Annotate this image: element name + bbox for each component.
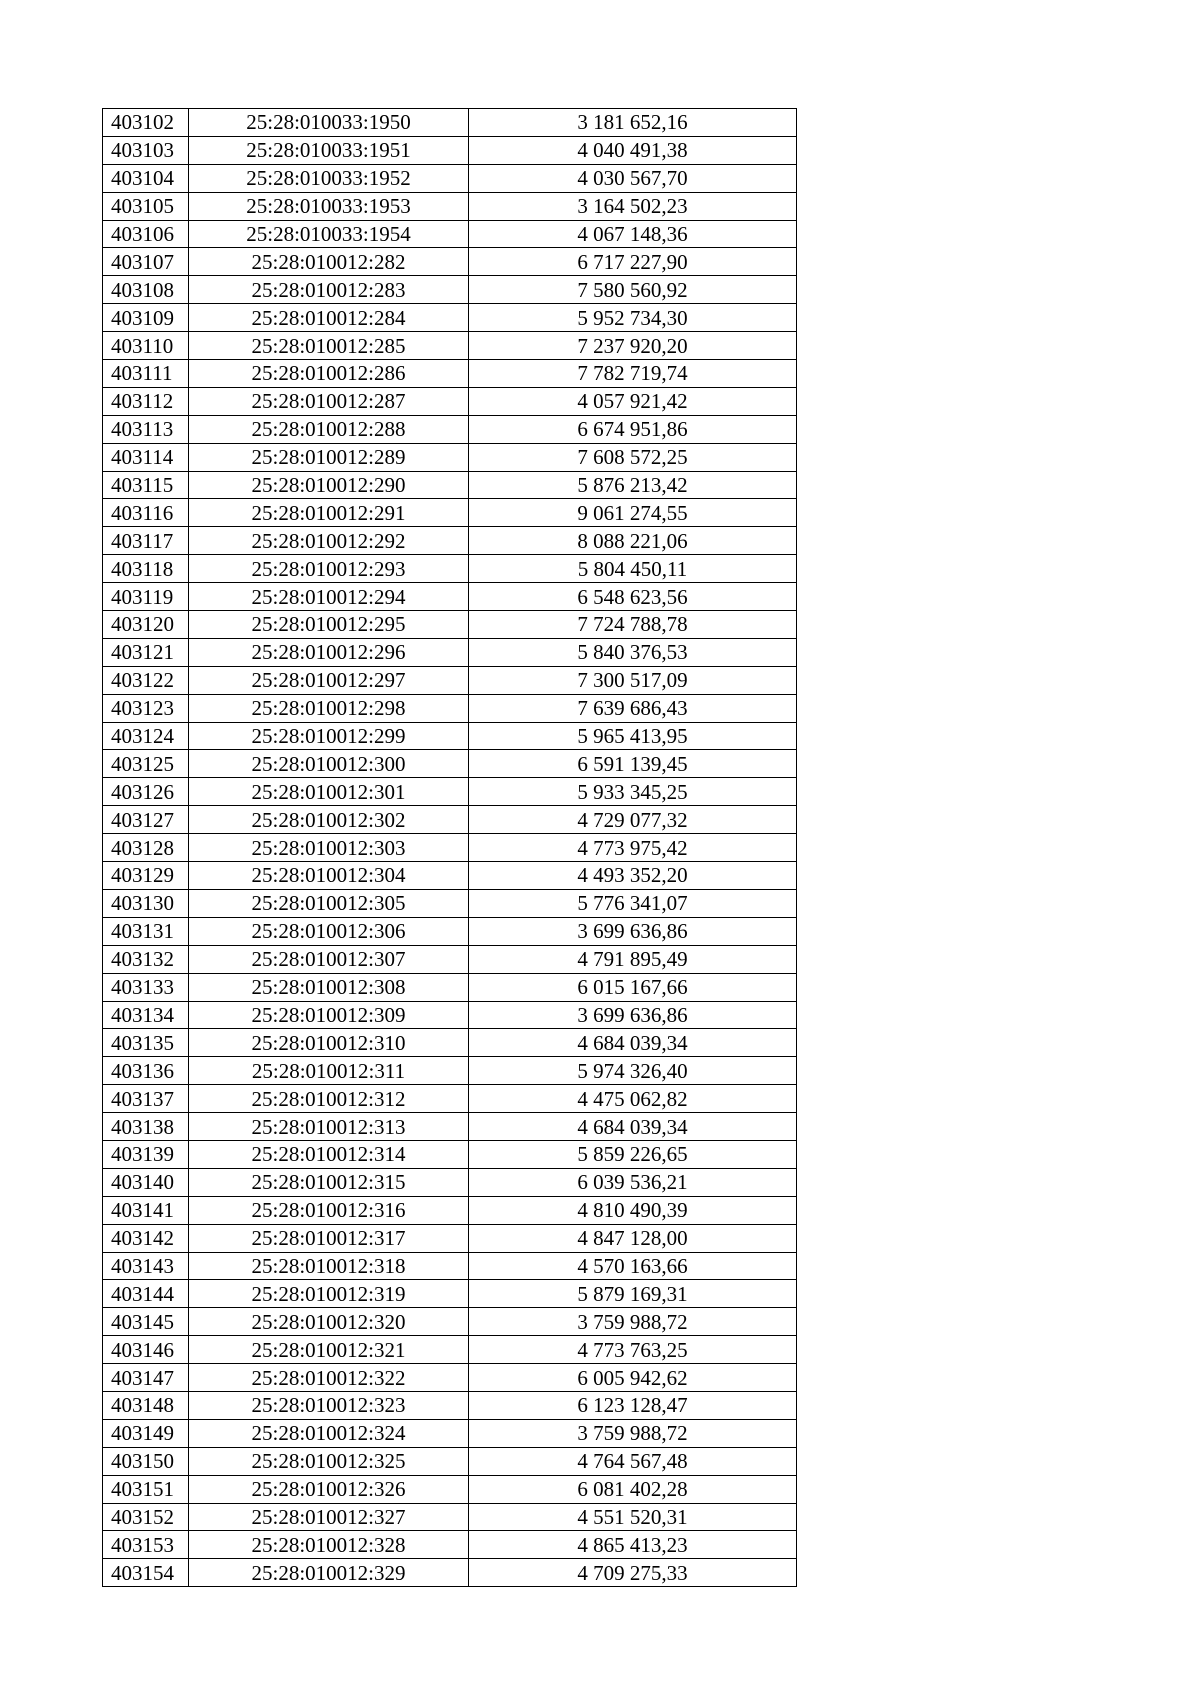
cadastral-number-cell: 25:28:010012:320 (189, 1308, 469, 1336)
table-row (103, 1057, 797, 1085)
row-number-cell: 403152 (103, 1503, 189, 1531)
cadastral-number-cell: 25:28:010012:308 (189, 973, 469, 1001)
row-number-cell: 403153 (103, 1531, 189, 1559)
value-cell: 5 859 226,65 (469, 1140, 797, 1168)
value-cell: 4 684 039,34 (469, 1113, 797, 1141)
table-row (103, 1475, 797, 1503)
table-row (103, 917, 797, 945)
row-number-cell: 403135 (103, 1029, 189, 1057)
cadastral-number-cell: 25:28:010012:318 (189, 1252, 469, 1280)
value-cell: 4 764 567,48 (469, 1447, 797, 1475)
table-row (103, 387, 797, 415)
row-number-cell: 403118 (103, 555, 189, 583)
value-cell: 7 300 517,09 (469, 666, 797, 694)
value-cell: 7 724 788,78 (469, 611, 797, 639)
table-row (103, 360, 797, 388)
table-row (103, 1559, 797, 1587)
value-cell: 3 759 988,72 (469, 1308, 797, 1336)
row-number-cell: 403131 (103, 917, 189, 945)
table-row (103, 1280, 797, 1308)
row-number-cell: 403143 (103, 1252, 189, 1280)
table-row (103, 109, 797, 137)
row-number-cell: 403115 (103, 471, 189, 499)
table-row (103, 611, 797, 639)
row-number-cell: 403136 (103, 1057, 189, 1085)
table-row (103, 945, 797, 973)
row-number-cell: 403150 (103, 1447, 189, 1475)
row-number-cell: 403122 (103, 666, 189, 694)
row-number-cell: 403114 (103, 443, 189, 471)
value-cell: 5 933 345,25 (469, 778, 797, 806)
row-number-cell: 403140 (103, 1168, 189, 1196)
row-number-cell: 403126 (103, 778, 189, 806)
row-number-cell: 403107 (103, 248, 189, 276)
cadastral-number-cell: 25:28:010012:292 (189, 527, 469, 555)
cadastral-number-cell: 25:28:010012:300 (189, 750, 469, 778)
value-cell: 5 876 213,42 (469, 471, 797, 499)
table-row (103, 527, 797, 555)
row-number-cell: 403117 (103, 527, 189, 555)
cadastral-number-cell: 25:28:010012:306 (189, 917, 469, 945)
table-row (103, 1224, 797, 1252)
table-row (103, 638, 797, 666)
cadastral-number-cell: 25:28:010012:283 (189, 276, 469, 304)
table-row (103, 1391, 797, 1419)
row-number-cell: 403141 (103, 1196, 189, 1224)
row-number-cell: 403148 (103, 1391, 189, 1419)
table-row (103, 276, 797, 304)
value-cell: 6 081 402,28 (469, 1475, 797, 1503)
value-cell: 4 709 275,33 (469, 1559, 797, 1587)
row-number-cell: 403151 (103, 1475, 189, 1503)
cadastral-number-cell: 25:28:010012:325 (189, 1447, 469, 1475)
row-number-cell: 403106 (103, 220, 189, 248)
row-number-cell: 403133 (103, 973, 189, 1001)
table-row (103, 1336, 797, 1364)
table-row (103, 722, 797, 750)
cadastral-number-cell: 25:28:010012:287 (189, 387, 469, 415)
value-cell: 4 057 921,42 (469, 387, 797, 415)
row-number-cell: 403104 (103, 164, 189, 192)
table-row (103, 750, 797, 778)
cadastral-number-cell: 25:28:010012:284 (189, 304, 469, 332)
table-row (103, 220, 797, 248)
cadastral-number-cell: 25:28:010033:1953 (189, 192, 469, 220)
cadastral-number-cell: 25:28:010012:326 (189, 1475, 469, 1503)
cadastral-number-cell: 25:28:010012:305 (189, 889, 469, 917)
table-body (103, 109, 797, 1587)
cadastral-number-cell: 25:28:010012:307 (189, 945, 469, 973)
row-number-cell: 403146 (103, 1336, 189, 1364)
value-cell: 4 570 163,66 (469, 1252, 797, 1280)
cadastral-number-cell: 25:28:010012:299 (189, 722, 469, 750)
table-row (103, 443, 797, 471)
cadastral-number-cell: 25:28:010012:304 (189, 862, 469, 890)
table-row (103, 1140, 797, 1168)
row-number-cell: 403105 (103, 192, 189, 220)
value-cell: 5 776 341,07 (469, 889, 797, 917)
table-row (103, 834, 797, 862)
value-cell: 3 164 502,23 (469, 192, 797, 220)
value-cell: 9 061 274,55 (469, 499, 797, 527)
table-row (103, 499, 797, 527)
value-cell: 4 773 763,25 (469, 1336, 797, 1364)
value-cell: 4 865 413,23 (469, 1531, 797, 1559)
cadastral-number-cell: 25:28:010012:324 (189, 1419, 469, 1447)
cadastral-number-cell: 25:28:010012:297 (189, 666, 469, 694)
cadastral-number-cell: 25:28:010033:1951 (189, 136, 469, 164)
row-number-cell: 403147 (103, 1364, 189, 1392)
table-row (103, 1364, 797, 1392)
value-cell: 6 123 128,47 (469, 1391, 797, 1419)
cadastral-number-cell: 25:28:010012:293 (189, 555, 469, 583)
table-row (103, 1531, 797, 1559)
cadastral-number-cell: 25:28:010033:1952 (189, 164, 469, 192)
row-number-cell: 403144 (103, 1280, 189, 1308)
cadastral-number-cell: 25:28:010012:288 (189, 415, 469, 443)
value-cell: 4 810 490,39 (469, 1196, 797, 1224)
table-row (103, 248, 797, 276)
cadastral-number-cell: 25:28:010012:301 (189, 778, 469, 806)
row-number-cell: 403103 (103, 136, 189, 164)
value-cell: 5 804 450,11 (469, 555, 797, 583)
cadastral-number-cell: 25:28:010012:329 (189, 1559, 469, 1587)
table-row (103, 1001, 797, 1029)
value-cell: 4 684 039,34 (469, 1029, 797, 1057)
table-row (103, 471, 797, 499)
table-row (103, 1113, 797, 1141)
cadastral-number-cell: 25:28:010033:1950 (189, 109, 469, 137)
cadastral-number-cell: 25:28:010012:296 (189, 638, 469, 666)
value-cell: 3 759 988,72 (469, 1419, 797, 1447)
value-cell: 3 699 636,86 (469, 1001, 797, 1029)
row-number-cell: 403154 (103, 1559, 189, 1587)
value-cell: 6 039 536,21 (469, 1168, 797, 1196)
row-number-cell: 403125 (103, 750, 189, 778)
value-cell: 4 773 975,42 (469, 834, 797, 862)
value-cell: 4 475 062,82 (469, 1085, 797, 1113)
cadastral-number-cell: 25:28:010012:315 (189, 1168, 469, 1196)
row-number-cell: 403121 (103, 638, 189, 666)
value-cell: 5 974 326,40 (469, 1057, 797, 1085)
table-row (103, 1308, 797, 1336)
row-number-cell: 403116 (103, 499, 189, 527)
value-cell: 7 608 572,25 (469, 443, 797, 471)
cadastral-number-cell: 25:28:010012:319 (189, 1280, 469, 1308)
row-number-cell: 403111 (103, 360, 189, 388)
value-cell: 4 729 077,32 (469, 806, 797, 834)
value-cell: 4 067 148,36 (469, 220, 797, 248)
table-row (103, 332, 797, 360)
cadastral-number-cell: 25:28:010033:1954 (189, 220, 469, 248)
cadastral-number-cell: 25:28:010012:282 (189, 248, 469, 276)
cadastral-number-cell: 25:28:010012:289 (189, 443, 469, 471)
table-row (103, 1085, 797, 1113)
value-cell: 7 782 719,74 (469, 360, 797, 388)
value-cell: 7 237 920,20 (469, 332, 797, 360)
value-cell: 7 639 686,43 (469, 694, 797, 722)
cadastral-number-cell: 25:28:010012:294 (189, 583, 469, 611)
table-row (103, 666, 797, 694)
row-number-cell: 403142 (103, 1224, 189, 1252)
cadastral-number-cell: 25:28:010012:327 (189, 1503, 469, 1531)
table-row (103, 862, 797, 890)
row-number-cell: 403137 (103, 1085, 189, 1113)
value-cell: 7 580 560,92 (469, 276, 797, 304)
cadastral-number-cell: 25:28:010012:290 (189, 471, 469, 499)
cadastral-number-cell: 25:28:010012:314 (189, 1140, 469, 1168)
value-cell: 4 030 567,70 (469, 164, 797, 192)
cadastral-number-cell: 25:28:010012:316 (189, 1196, 469, 1224)
cadastral-number-cell: 25:28:010012:328 (189, 1531, 469, 1559)
table-row (103, 1029, 797, 1057)
value-cell: 4 551 520,31 (469, 1503, 797, 1531)
table-row (103, 136, 797, 164)
cadastral-number-cell: 25:28:010012:317 (189, 1224, 469, 1252)
table-row (103, 192, 797, 220)
cadastral-number-cell: 25:28:010012:310 (189, 1029, 469, 1057)
row-number-cell: 403123 (103, 694, 189, 722)
table-row (103, 778, 797, 806)
table-row (103, 1419, 797, 1447)
row-number-cell: 403130 (103, 889, 189, 917)
table-row (103, 555, 797, 583)
cadastral-number-cell: 25:28:010012:312 (189, 1085, 469, 1113)
cadastral-number-cell: 25:28:010012:295 (189, 611, 469, 639)
row-number-cell: 403112 (103, 387, 189, 415)
value-cell: 6 717 227,90 (469, 248, 797, 276)
table-row (103, 1447, 797, 1475)
cadastral-number-cell: 25:28:010012:286 (189, 360, 469, 388)
row-number-cell: 403129 (103, 862, 189, 890)
table-row (103, 304, 797, 332)
row-number-cell: 403127 (103, 806, 189, 834)
row-number-cell: 403128 (103, 834, 189, 862)
row-number-cell: 403132 (103, 945, 189, 973)
table-row (103, 889, 797, 917)
table-row (103, 164, 797, 192)
cadastral-number-cell: 25:28:010012:309 (189, 1001, 469, 1029)
row-number-cell: 403139 (103, 1140, 189, 1168)
cadastral-number-cell: 25:28:010012:285 (189, 332, 469, 360)
value-cell: 6 015 167,66 (469, 973, 797, 1001)
cadastral-number-cell: 25:28:010012:303 (189, 834, 469, 862)
cadastral-value-table (102, 108, 797, 1587)
table-row (103, 583, 797, 611)
value-cell: 3 181 652,16 (469, 109, 797, 137)
row-number-cell: 403110 (103, 332, 189, 360)
table-row (103, 973, 797, 1001)
value-cell: 4 847 128,00 (469, 1224, 797, 1252)
table-row (103, 415, 797, 443)
row-number-cell: 403124 (103, 722, 189, 750)
value-cell: 5 840 376,53 (469, 638, 797, 666)
cadastral-number-cell: 25:28:010012:322 (189, 1364, 469, 1392)
row-number-cell: 403134 (103, 1001, 189, 1029)
cadastral-number-cell: 25:28:010012:291 (189, 499, 469, 527)
value-cell: 6 548 623,56 (469, 583, 797, 611)
cadastral-number-cell: 25:28:010012:313 (189, 1113, 469, 1141)
cadastral-number-cell: 25:28:010012:323 (189, 1391, 469, 1419)
table-row (103, 1503, 797, 1531)
table-row (103, 1252, 797, 1280)
cadastral-number-cell: 25:28:010012:321 (189, 1336, 469, 1364)
row-number-cell: 403120 (103, 611, 189, 639)
cadastral-number-cell: 25:28:010012:298 (189, 694, 469, 722)
value-cell: 4 040 491,38 (469, 136, 797, 164)
row-number-cell: 403119 (103, 583, 189, 611)
value-cell: 5 952 734,30 (469, 304, 797, 332)
row-number-cell: 403138 (103, 1113, 189, 1141)
table-row (103, 1168, 797, 1196)
value-cell: 8 088 221,06 (469, 527, 797, 555)
value-cell: 6 674 951,86 (469, 415, 797, 443)
value-cell: 6 591 139,45 (469, 750, 797, 778)
row-number-cell: 403108 (103, 276, 189, 304)
row-number-cell: 403145 (103, 1308, 189, 1336)
value-cell: 4 791 895,49 (469, 945, 797, 973)
value-cell: 6 005 942,62 (469, 1364, 797, 1392)
table-row (103, 806, 797, 834)
value-cell: 5 879 169,31 (469, 1280, 797, 1308)
value-cell: 5 965 413,95 (469, 722, 797, 750)
row-number-cell: 403113 (103, 415, 189, 443)
table-row (103, 694, 797, 722)
value-cell: 3 699 636,86 (469, 917, 797, 945)
row-number-cell: 403109 (103, 304, 189, 332)
cadastral-number-cell: 25:28:010012:302 (189, 806, 469, 834)
row-number-cell: 403149 (103, 1419, 189, 1447)
row-number-cell: 403102 (103, 109, 189, 137)
cadastral-number-cell: 25:28:010012:311 (189, 1057, 469, 1085)
value-cell: 4 493 352,20 (469, 862, 797, 890)
table-row (103, 1196, 797, 1224)
